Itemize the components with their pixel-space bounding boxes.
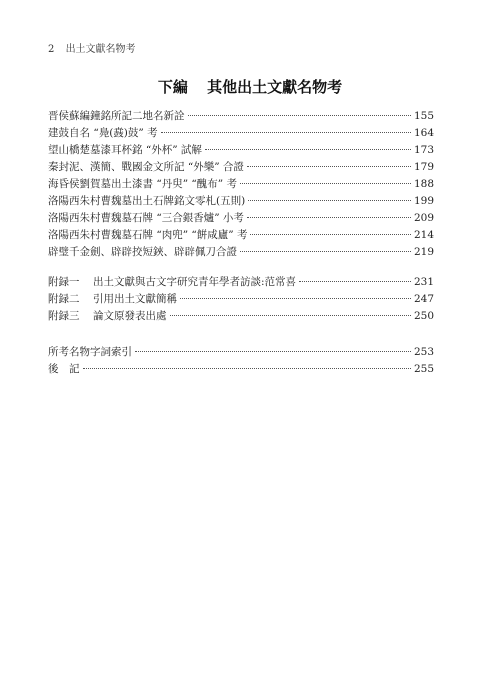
toc-appendix-entry[interactable] (48, 291, 434, 308)
appendix-page: 231 (413, 276, 434, 288)
dot-leader (250, 234, 410, 235)
toc-entry-page: 173 (413, 144, 434, 156)
toc-entry-page: 214 (413, 229, 434, 241)
toc-entry-page: 188 (413, 178, 434, 190)
dot-leader (248, 200, 411, 201)
toc-entry-title: 晋侯蘇編鐘銘所記二地名新詮 (48, 110, 185, 122)
toc-appendix-entry[interactable] (48, 274, 434, 291)
book-title: 出土文獻名物考 (65, 44, 136, 55)
part-title: 其他出土文獻名物考 (207, 78, 343, 96)
toc-entry-title: 洛陽西朱村曹魏墓石牌 “三合銀香爐” 小考 (48, 212, 244, 224)
toc-entry-title: 後 記 (48, 363, 80, 375)
dot-leader (135, 351, 411, 352)
toc-entry-title: 海昏侯劉賀墓出土漆書 “丹臾” “醜布” 考 (48, 178, 237, 190)
toc-entry-page: 155 (413, 110, 434, 122)
toc-entry-title: 洛陽西朱村曹魏墓石牌 “肉兜” “餠咸廬” 考 (48, 229, 248, 241)
toc-entry[interactable] (48, 227, 434, 244)
dot-leader (205, 149, 411, 150)
toc-back-matter-list (48, 344, 434, 378)
toc-appendix-entry[interactable] (48, 308, 434, 325)
toc-entry-page: 253 (413, 346, 434, 358)
toc-entry-page: 164 (413, 127, 434, 139)
toc-entry[interactable] (48, 142, 434, 159)
dot-leader (161, 132, 411, 133)
toc-back-entry[interactable] (48, 344, 434, 361)
appendix-label: 附録二 (48, 293, 80, 305)
appendix-page: 250 (413, 310, 434, 322)
toc-back-entry[interactable] (48, 361, 434, 378)
toc-main-list (48, 108, 434, 261)
toc-entry-title: 望山橋楚墓漆耳杯銘 “外杯” 試解 (48, 144, 202, 156)
dot-leader (180, 298, 411, 299)
part-label: 下編 (157, 78, 188, 96)
dot-leader (240, 251, 411, 252)
toc-entry-title: 辟璧千金劍、辟辟挍短鋏、辟辟佩刀合證 (48, 246, 237, 258)
toc-entry-page: 209 (413, 212, 434, 224)
toc-entry[interactable] (48, 176, 434, 193)
toc-entry-page: 219 (413, 246, 434, 258)
dot-leader (247, 166, 411, 167)
section-title (0, 76, 500, 97)
dot-leader (299, 281, 411, 282)
toc-entry[interactable] (48, 210, 434, 227)
toc-entry[interactable] (48, 193, 434, 210)
toc-entry-title: 秦封泥、漢簡、戰國金文所記 “外樂” 合證 (48, 161, 244, 173)
toc-entry[interactable] (48, 244, 434, 261)
appendix-title: 論文原發表出處 (93, 310, 167, 322)
appendix-label: 附録三 (48, 310, 80, 322)
appendix-title: 出土文獻與古文字研究青年學者訪談:范常喜 (93, 276, 297, 288)
toc-entry[interactable] (48, 108, 434, 125)
toc-entry-title: 所考名物字詞索引 (48, 346, 132, 358)
appendix-page: 247 (413, 293, 434, 305)
toc-appendix-list (48, 274, 434, 325)
appendix-title: 引用出土文獻簡稱 (93, 293, 177, 305)
dot-leader (247, 217, 411, 218)
dot-leader (83, 368, 411, 369)
toc-entry-title: 洛陽西朱村曹魏墓出土石牌銘文零札(五則) (48, 195, 246, 207)
toc-entry-page: 255 (413, 363, 434, 375)
dot-leader (240, 183, 411, 184)
toc-entry-title: 建鼓自名 “鳧(鼖)鼓” 考 (48, 127, 158, 139)
toc-entry[interactable] (48, 125, 434, 142)
dot-leader (188, 115, 411, 116)
dot-leader (170, 315, 411, 316)
toc-entry[interactable] (48, 159, 434, 176)
toc-entry-page: 199 (413, 195, 434, 207)
appendix-label: 附録一 (48, 276, 80, 288)
running-head (48, 40, 136, 55)
toc-entry-page: 179 (413, 161, 434, 173)
page-number: 2 (48, 44, 55, 55)
